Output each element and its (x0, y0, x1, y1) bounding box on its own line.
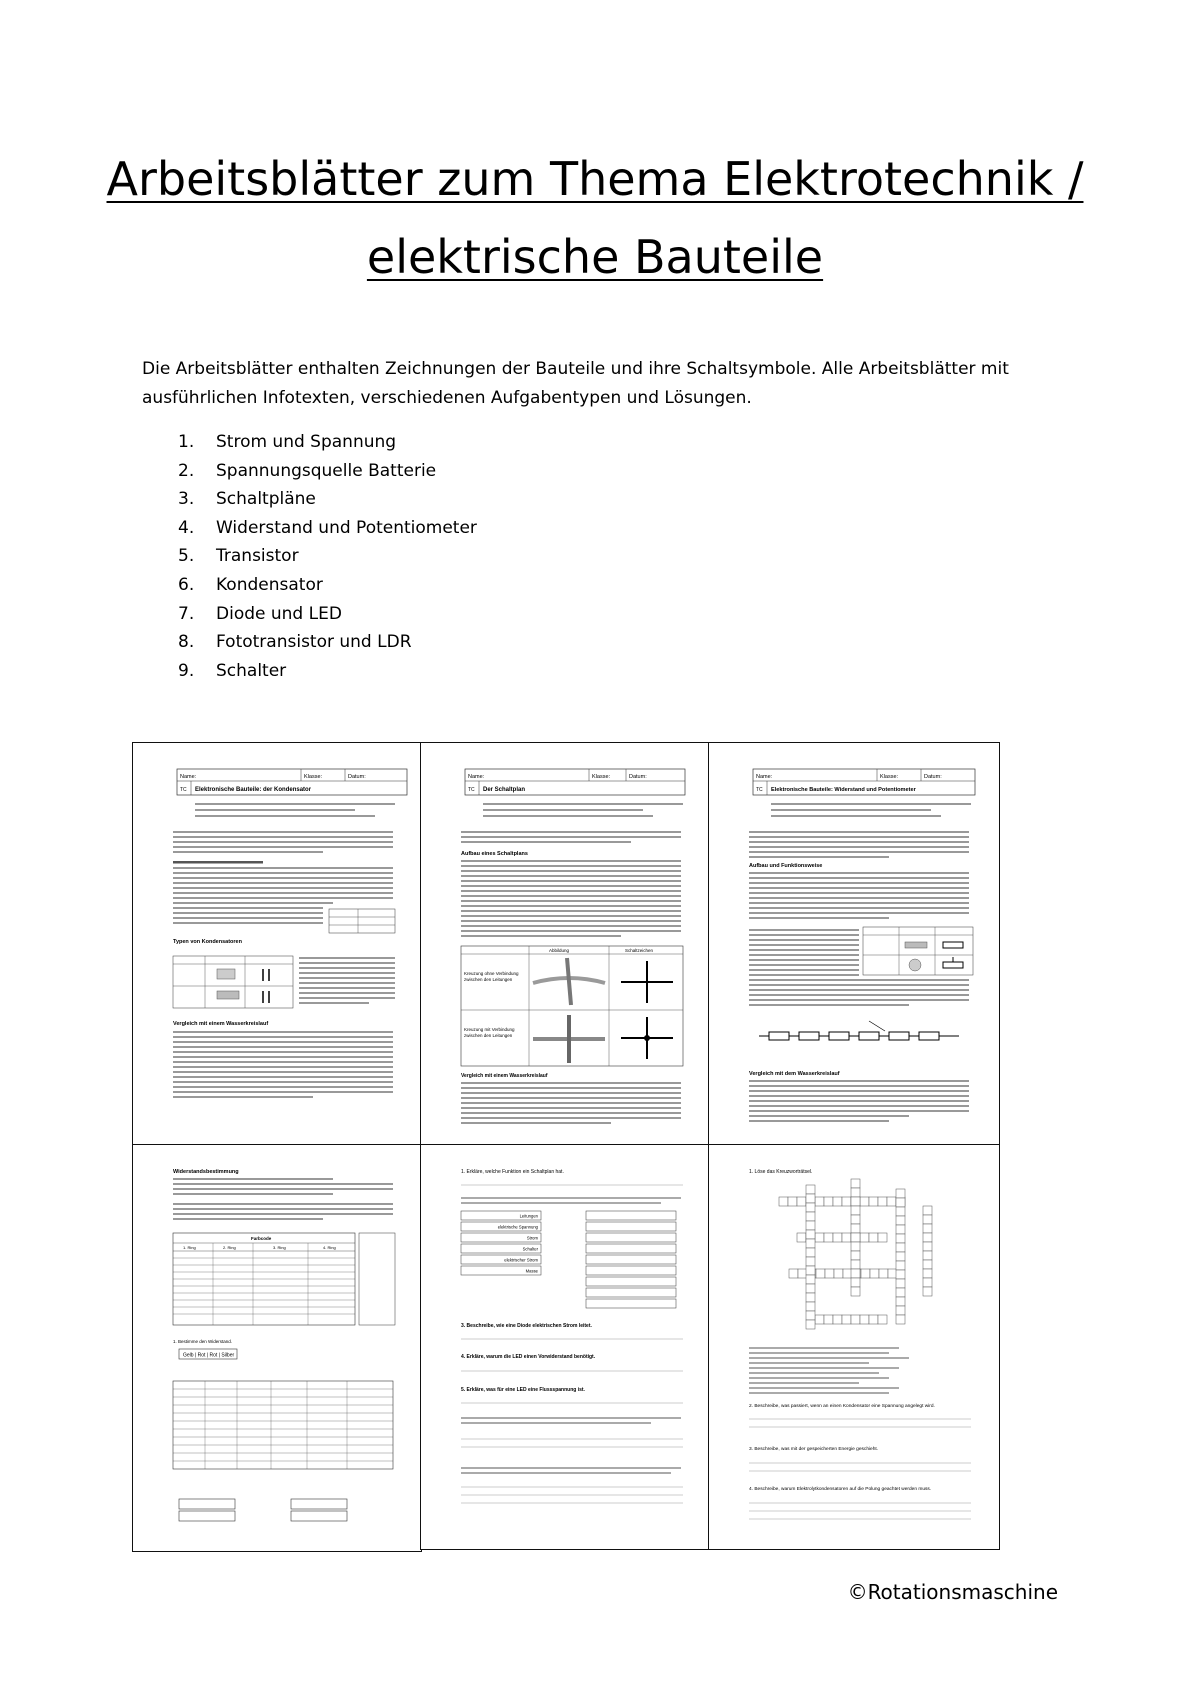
crossword-cell (806, 1203, 815, 1212)
crossword-cell (896, 1189, 905, 1198)
body-text-lines-3 (749, 1080, 969, 1122)
preview-aufgaben (420, 1144, 710, 1550)
crossword-cell (869, 1197, 878, 1206)
crossword-cell (815, 1233, 824, 1242)
topic-item (178, 485, 477, 514)
section-typen: Typen von Kondensatoren (173, 939, 242, 945)
crossword-cell (896, 1261, 905, 1270)
header-subject: TC (180, 787, 187, 793)
crossword-cell (797, 1233, 806, 1242)
topic-item (178, 628, 477, 657)
topic-number: 4. (178, 517, 195, 538)
crossword-cell (843, 1269, 852, 1278)
matching-term: elektrische Spannung (497, 1224, 538, 1230)
body-text-lines (461, 803, 683, 843)
header-klasse: Klasse: (880, 774, 899, 780)
crossword-cell (851, 1215, 860, 1224)
title-line-1: Arbeitsblätter zum Thema Elektrotechnik / (106, 152, 1084, 206)
topic-item (178, 428, 477, 457)
crossword-cell (779, 1197, 788, 1206)
preview-farbcode (132, 1144, 422, 1552)
crossword-cell (806, 1230, 815, 1239)
crossword-cell (842, 1233, 851, 1242)
matching-right-column (586, 1211, 676, 1308)
copyright-notice: ©Rotationsmaschine (847, 1580, 1058, 1604)
row-ohne-verbindung: Kreuzung ohne Verbindung zwischen den Leitungen (464, 971, 519, 982)
crossword-grid (779, 1179, 932, 1329)
topic-label: Diode und LED (216, 603, 342, 624)
body-text-lines (173, 1178, 393, 1220)
matching-term: elektrischer Strom (504, 1257, 538, 1263)
section-aufbau: Aufbau eines Schaltplans (461, 851, 528, 857)
section-vergleich: Vergleich mit dem Wasserkreislauf (749, 1071, 840, 1077)
crossword-cell (896, 1216, 905, 1225)
crossword-cell (896, 1234, 905, 1243)
crossword-cell (851, 1206, 860, 1215)
crossword-cell (789, 1269, 798, 1278)
crossword-cell (851, 1260, 860, 1269)
crossword-cell (896, 1288, 905, 1297)
crossword-cell (797, 1197, 806, 1206)
color-task-box: Gelb | Rot | Rot | Silber (183, 1352, 235, 1359)
crossword-cell (851, 1188, 860, 1197)
crossword-cell (825, 1269, 834, 1278)
header-title: Der Schaltplan (483, 787, 526, 793)
crossword-cell (833, 1197, 842, 1206)
crossword-cell (896, 1315, 905, 1324)
topic-number: 1. (178, 432, 195, 452)
farbcode-table-title: Farbcode (251, 1236, 272, 1241)
topic-number: 3. (178, 489, 195, 510)
question-3: 3. Beschreibe, wie eine Diode elektrischen Strom leitet. (461, 1323, 592, 1329)
section-widerstandsbestimmung: Widerstandsbestimmung (173, 1169, 239, 1175)
topic-number: 9. (178, 660, 195, 681)
section-vergleich: Vergleich mit einem Wasserkreislauf (461, 1073, 548, 1079)
header-name: Name: (756, 774, 773, 780)
body-text-lines-2 (461, 860, 681, 937)
crossword-cell (923, 1278, 932, 1287)
topic-item (178, 457, 477, 486)
crossword-cell (878, 1233, 887, 1242)
topic-label: Schaltpläne (216, 489, 316, 510)
crossword-cell (879, 1269, 888, 1278)
crossword-cell (923, 1287, 932, 1296)
crossword-cell (896, 1198, 905, 1207)
topic-item (178, 514, 477, 543)
header-datum: Datum: (924, 774, 942, 780)
crossword-cell (806, 1257, 815, 1266)
crossword-cell (923, 1242, 932, 1251)
crossword-cell (869, 1315, 878, 1324)
crossword-cell (851, 1179, 860, 1188)
topic-item (178, 657, 477, 686)
crossword-cell (896, 1306, 905, 1315)
crossword-cell (806, 1185, 815, 1194)
crossword-cell (870, 1269, 879, 1278)
crossword-cell (806, 1248, 815, 1257)
header-klasse: Klasse: (592, 774, 611, 780)
crossword-cell (860, 1315, 869, 1324)
topic-label: Transistor (216, 546, 299, 567)
crossword-cell (896, 1252, 905, 1261)
topic-label: Widerstand und Potentiometer (216, 517, 477, 538)
header-title: Elektronische Bauteile: Widerstand und Potentiometer (771, 787, 916, 793)
body-text-lines-2 (749, 872, 969, 1006)
col-ring-2: 2. Ring (223, 1245, 236, 1250)
topic-item (178, 542, 477, 571)
topic-label: Spannungsquelle Batterie (216, 460, 437, 481)
preview-schaltplan (420, 742, 710, 1147)
crossword-cell (833, 1315, 842, 1324)
task-line: 1. Bestimme den Widerstand. (173, 1339, 233, 1344)
crossword-cell (896, 1270, 905, 1279)
crossword-cell (887, 1197, 896, 1206)
crossword-cell (896, 1279, 905, 1288)
topic-number: 5. (178, 546, 195, 567)
crossword-cell (815, 1315, 824, 1324)
matching-term: Leitungen (519, 1213, 538, 1219)
crossword-cell (806, 1284, 815, 1293)
topic-label: Strom und Spannung (216, 432, 397, 452)
col-abbildung: Abbildung (549, 948, 570, 953)
crossword-cell (923, 1260, 932, 1269)
header-title: Elektronische Bauteile: der Kondensator (195, 787, 312, 793)
crossword-cell (896, 1207, 905, 1216)
crossword-cell (806, 1239, 815, 1248)
crossword-cell (842, 1315, 851, 1324)
crossword-cell (860, 1197, 869, 1206)
topic-number: 7. (178, 603, 195, 624)
matching-term: Schalter (522, 1246, 538, 1252)
matching-left-column (461, 1211, 541, 1275)
crossword-cell (896, 1225, 905, 1234)
header-subject: TC (468, 787, 475, 793)
topic-item (178, 571, 477, 600)
worksheet-preview-collage (132, 742, 992, 1552)
crossword-cell (888, 1269, 897, 1278)
question-1: 1. Erkläre, welche Funktion ein Schaltplan hat. (461, 1169, 564, 1175)
topic-number: 8. (178, 632, 195, 653)
crossword-cell (878, 1315, 887, 1324)
crossword-cell (923, 1269, 932, 1278)
crossword-cell (833, 1233, 842, 1242)
crossword-cell (851, 1278, 860, 1287)
crossword-cell (851, 1242, 860, 1251)
preview-kreuzwort (708, 1144, 1000, 1550)
crossword-cell (896, 1243, 905, 1252)
question-5: 5. Erkläre, was für eine LED eine Flussspannung ist. (461, 1387, 585, 1393)
crossword-cell (851, 1315, 860, 1324)
task-table-grid (173, 1381, 393, 1469)
matching-term: Strom (526, 1235, 538, 1241)
question-2: 2. Beschreibe, was passiert, wenn an einen Kondensator eine Spannung angelegt wird. (749, 1404, 935, 1409)
body-text-lines-2 (299, 957, 395, 1004)
crossword-cell (851, 1251, 860, 1260)
crossword-cell (824, 1233, 833, 1242)
farbcode-grid (173, 1243, 355, 1325)
crossword-cell (860, 1233, 869, 1242)
matching-term: Masse (525, 1268, 538, 1274)
topic-number: 2. (178, 460, 195, 481)
crossword-cell (923, 1224, 932, 1233)
crossword-cell (851, 1269, 860, 1278)
col-ring-1: 1. Ring (183, 1245, 196, 1250)
crossword-cell (806, 1320, 815, 1329)
crossword-cell (806, 1266, 815, 1275)
header-datum: Datum: (348, 774, 366, 780)
section-aufbau: Aufbau und Funktionsweise (749, 863, 823, 869)
crossword-cell (869, 1233, 878, 1242)
crossword-cell (896, 1297, 905, 1306)
crossword-cell (842, 1197, 851, 1206)
crossword-cell (923, 1251, 932, 1260)
crossword-cell (806, 1302, 815, 1311)
intro-paragraph: Die Arbeitsblätter enthalten Zeichnungen der Bauteile und ihre Schaltsymbole. Alle Arbeitsblätter mit ausführlichen Infotexten, verschiedenen Aufgabentypen und Lösungen. (142, 359, 1009, 408)
crossword-cell (816, 1269, 825, 1278)
crossword-cell (861, 1269, 870, 1278)
crossword-cell (923, 1233, 932, 1242)
topic-number: 6. (178, 574, 195, 595)
topic-list (178, 428, 477, 685)
crossword-cell (851, 1287, 860, 1296)
body-text-lines (749, 803, 971, 858)
question-3: 3. Beschreibe, was mit der gespeicherten Energie geschieht. (749, 1447, 879, 1452)
crossword-cell (806, 1293, 815, 1302)
preview-widerstand (708, 742, 1000, 1147)
crossword-cell (788, 1197, 797, 1206)
crossword-cell (824, 1197, 833, 1206)
crossword-cell (806, 1275, 815, 1284)
document-title (0, 140, 1190, 296)
topic-label: Kondensator (216, 574, 323, 595)
crossword-cell (806, 1212, 815, 1221)
crossword-cell (815, 1197, 824, 1206)
crossword-cell (851, 1233, 860, 1242)
body-text-lines-3 (461, 1082, 681, 1124)
resistor-chain-diagram (759, 1021, 959, 1040)
crossword-cell (798, 1269, 807, 1278)
body-text-lines (173, 803, 395, 924)
question-4: 4. Beschreibe, warum Elektrolytkondensatoren auf die Polung geachtet werden muss. (749, 1487, 932, 1492)
header-klasse: Klasse: (304, 774, 323, 780)
crossword-cell (851, 1197, 860, 1206)
question-1: 1. Löse das Kreuzworträtsel. (749, 1169, 813, 1175)
crossword-clues (749, 1347, 909, 1394)
crossword-cell (851, 1224, 860, 1233)
header-datum: Datum: (629, 774, 647, 780)
body-text-lines-3 (173, 1031, 393, 1098)
crossword-cell (806, 1194, 815, 1203)
header-name: Name: (468, 774, 485, 780)
title-line-2: elektrische Bauteile (366, 230, 824, 284)
crossword-cell (923, 1206, 932, 1215)
crossword-cell (878, 1197, 887, 1206)
col-schaltzeichen: Schaltzeichen (625, 948, 654, 953)
col-ring-4: 4. Ring (323, 1245, 336, 1250)
section-vergleich: Vergleich mit einem Wasserkreislauf (173, 1021, 269, 1027)
crossword-cell (806, 1311, 815, 1320)
crossword-cell (824, 1315, 833, 1324)
row-mit-verbindung: Kreuzung mit Verbindung zwischen den Leitungen (464, 1027, 515, 1038)
preview-kondensator (132, 742, 422, 1147)
header-subject: TC (756, 787, 763, 793)
question-4: 4. Erkläre, warum die LED einen Vorwiderstand benötigt. (461, 1354, 596, 1360)
crossword-cell (923, 1215, 932, 1224)
col-ring-3: 3. Ring (273, 1245, 286, 1250)
crossword-cell (806, 1221, 815, 1230)
topic-item (178, 600, 477, 629)
topic-label: Schalter (216, 660, 287, 681)
header-name: Name: (180, 774, 197, 780)
topic-label: Fototransistor und LDR (216, 632, 412, 653)
crossword-cell (834, 1269, 843, 1278)
